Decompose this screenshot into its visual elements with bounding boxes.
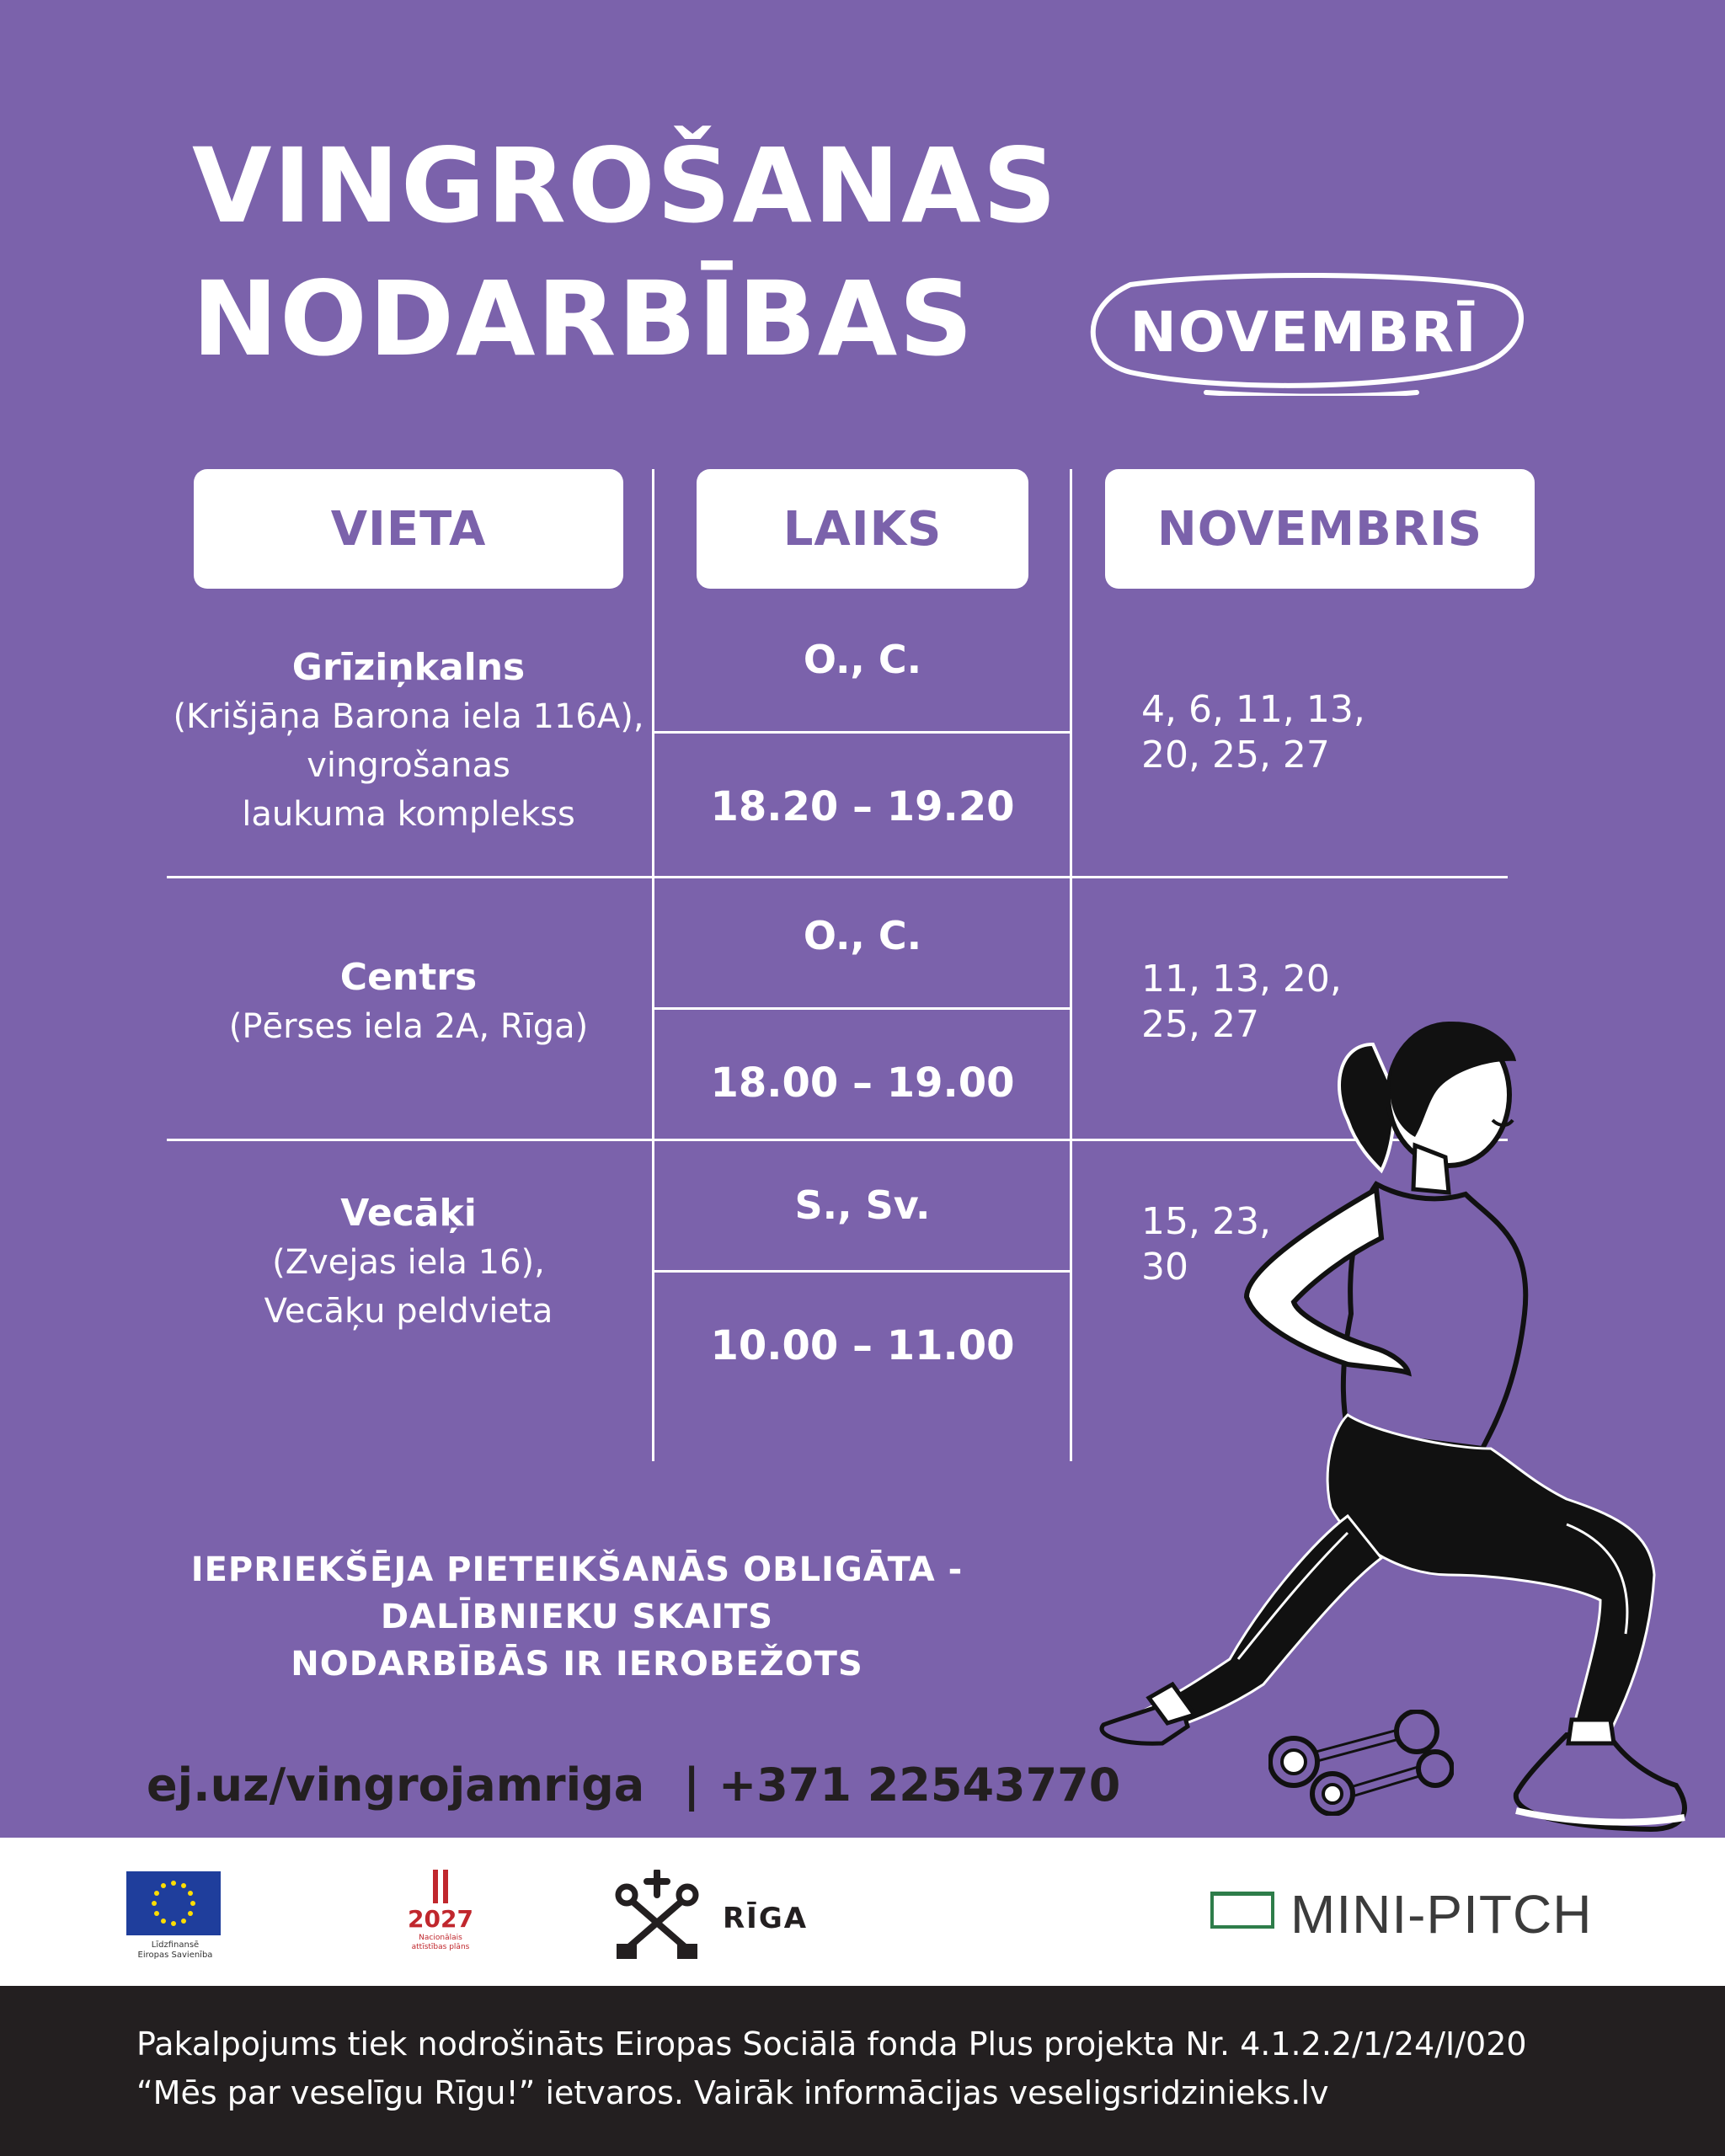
location-name: Vecāķi	[340, 1192, 477, 1235]
location-vecaki	[160, 1189, 657, 1336]
dates-line: 11, 13, 20,	[1141, 958, 1342, 1001]
footer-line: “Mēs par veselīgu Rīgu!” ietvaros. Vairāk informācijas veseligsridzinieks.lv	[136, 2074, 1329, 2111]
dates-line: 20, 25, 27	[1141, 734, 1330, 776]
eu-caption	[123, 1940, 227, 1961]
month-label: NOVEMBRĪ	[1130, 300, 1478, 365]
footer-line: Pakalpojums tiek nodrošināts Eiropas Sociālā fonda Plus projekta Nr. 4.1.2.2/1/24/I/020	[136, 2025, 1527, 2063]
header-laiks: LAIKS	[697, 469, 1028, 589]
grid-inner-line	[652, 1007, 1072, 1010]
sponsor-logo-bar	[0, 1838, 1725, 1986]
registration-link[interactable]: ej.uz/vingrojamriga	[147, 1758, 645, 1812]
dates-line: 15, 23,	[1141, 1200, 1271, 1243]
minipitch-label: MINI-PITCH	[1290, 1884, 1593, 1945]
days-cell: O., C.	[803, 913, 922, 958]
time-cell: 18.20 – 19.20	[710, 783, 1015, 830]
grid-horizontal-line	[167, 876, 1508, 878]
riga-keys-icon	[613, 1870, 701, 1962]
footer-text	[136, 2020, 1527, 2117]
registration-notice	[135, 1546, 1019, 1688]
notice-line: DALĪBNIEKU SKAITS	[380, 1598, 774, 1636]
np-caption	[396, 1934, 485, 1952]
minipitch-frame-icon	[1210, 1892, 1274, 1929]
dumbbells-icon	[1268, 1710, 1454, 1816]
dates-line: 4, 6, 11, 13,	[1141, 688, 1365, 731]
days-cell: S., Sv.	[794, 1182, 931, 1228]
dates-cell	[1141, 687, 1478, 778]
contact-separator: |	[683, 1758, 700, 1812]
eu-caption-line: Līdzfinansē	[151, 1940, 200, 1950]
notice-line: IEPRIEKŠĒJA PIETEIKŠANĀS OBLIGĀTA -	[190, 1550, 964, 1589]
np-year: 2027	[408, 1905, 473, 1933]
footer	[0, 1986, 1725, 2156]
month-badge	[1080, 268, 1528, 396]
grid-inner-line	[652, 731, 1072, 734]
dates-line: 25, 27	[1141, 1003, 1259, 1046]
location-name: Grīziņkalns	[291, 646, 526, 689]
title-line-1: VINGROŠANAS	[192, 126, 1059, 246]
notice-line: NODARBĪBĀS IR IEROBEŽOTS	[291, 1645, 863, 1684]
location-address: (Zvejas iela 16),	[272, 1243, 545, 1282]
location-address: laukuma komplekss	[242, 795, 575, 834]
location-address: vingrošanas	[307, 746, 510, 785]
time-cell: 10.00 – 11.00	[710, 1322, 1015, 1369]
contact-line	[147, 1758, 1120, 1812]
title-line-2: NODARBĪBAS	[192, 259, 975, 379]
eu-flag-icon	[126, 1871, 221, 1935]
np-caption-line: Nacionālais	[419, 1934, 462, 1942]
days-cell: O., C.	[803, 637, 922, 682]
header-novembris: NOVEMBRIS	[1105, 469, 1535, 589]
np-caption-line: attīstības plāns	[411, 1943, 470, 1951]
time-cell: 18.00 – 19.00	[710, 1059, 1015, 1107]
grid-vertical-line	[1070, 469, 1072, 1461]
location-griziņkalns	[160, 643, 657, 839]
riga-label: RĪGA	[723, 1902, 809, 1935]
location-address: (Pērses iela 2A, Rīga)	[228, 1007, 589, 1046]
location-address: Vecāķu peldvieta	[264, 1292, 553, 1331]
eu-caption-line: Eiropas Savienība	[137, 1951, 213, 1960]
phone-number[interactable]: +371 22543770	[718, 1758, 1121, 1812]
dates-line: 30	[1141, 1246, 1188, 1289]
location-name: Centrs	[339, 956, 478, 999]
grid-inner-line	[652, 1270, 1072, 1273]
location-centrs	[160, 953, 657, 1051]
header-vieta: VIETA	[194, 469, 623, 589]
location-address: (Krišjāņa Barona iela 116A),	[173, 697, 644, 736]
